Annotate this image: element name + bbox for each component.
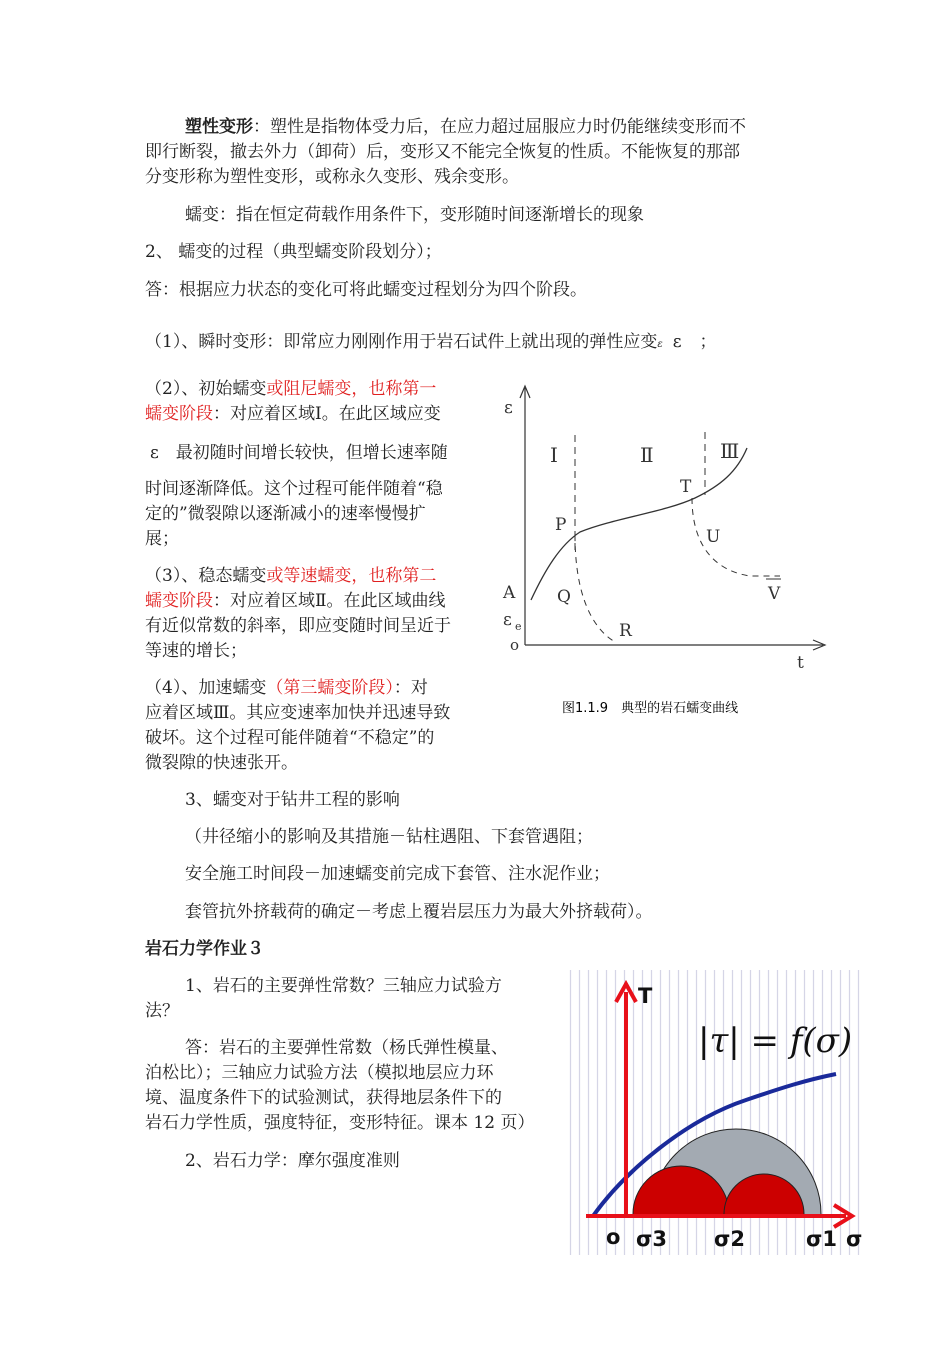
section-title: 岩石力学作业３ [145, 939, 264, 959]
creep-curve-figure [495, 380, 835, 725]
stage-2-line-2: 蠕变阶段：对应着区域Ⅰ。在此区域应变 [145, 404, 441, 424]
stage-4-line-2: 应着区域Ⅲ。其应变速率加快并迅速导致 [145, 703, 451, 723]
region-1-label: Ⅰ [550, 443, 558, 467]
stage-3-line-1: （3）、稳态蠕变或等速蠕变，也称第二 [145, 566, 437, 586]
point-a-label: A [503, 583, 516, 603]
mohr-formula: |τ| = f(σ) [698, 1021, 853, 1061]
hw3-a1-line-4: 岩石力学性质，强度特征，变形特征。课本 12 页） [145, 1113, 535, 1133]
question-3: 3、蠕变对于钻井工程的影响 [185, 790, 400, 810]
region-3-label: Ⅲ [720, 439, 740, 463]
q3-line-1: （井径缩小的影响及其措施－钻柱遇阻、下套管遇阻； [185, 827, 593, 847]
stage-4-line-1: （4）、加速蠕变（第三蠕变阶段）：对 [145, 678, 428, 698]
plastic-line-1: 塑性变形：塑性是指物体受力后，在应力超过屈服应力时仍能继续变形而不 [185, 117, 746, 137]
point-p-label: P [555, 515, 567, 535]
plastic-line-3: 分变形称为塑性变形，或称永久变形、残余变形。 [145, 167, 519, 187]
point-t-label: T [680, 477, 692, 497]
stage-2-line-6: 展； [145, 529, 179, 549]
epsilon-e-label: ε [503, 610, 512, 630]
hw3-a1-line-3: 境、温度条件下的试验测试，获得地层条件下的 [145, 1088, 502, 1108]
hw3-q2: 2、岩石力学：摩尔强度准则 [185, 1151, 400, 1171]
stage-3-line-4: 等速的增长； [145, 641, 247, 661]
stage-2-line-1: （2）、初始蠕变或阻尼蠕变，也称第一 [145, 379, 437, 399]
stage-1: （1）、瞬时变形：即常应力刚刚作用于岩石试件上就出现的弹性应变ε ε ； [145, 332, 717, 352]
sigma1-label: σ1 [806, 1227, 837, 1251]
question-2: 2、 蠕变的过程（典型蠕变阶段划分）； [145, 242, 442, 262]
epsilon-e-subscript: e [515, 620, 522, 633]
sigma2-label: σ2 [714, 1227, 745, 1251]
answer-2: 答：根据应力状态的变化可将此蠕变过程划分为四个阶段。 [145, 280, 587, 300]
stage-2-line-5: 定的”微裂隙以逐渐减小的速率慢慢扩 [145, 504, 426, 524]
creep-x-axis-label: t [797, 653, 804, 673]
stage-2-line-3: ε 最初随时间增长较快，但增长速率随 [150, 443, 448, 463]
point-q-label: Q [557, 587, 571, 607]
stage-2-line-4: 时间逐渐降低。这个过程可能伴随着“稳 [145, 479, 443, 499]
tau-axis-label: T [638, 984, 653, 1008]
stage-4-line-4: 微裂隙的快速张开。 [145, 753, 298, 773]
plastic-term: 塑性变形 [185, 117, 253, 137]
sigma-axis-label: σ [846, 1227, 863, 1251]
creep-figure-caption: 图1.1.9 典型的岩石蠕变曲线 [562, 701, 739, 716]
hw3-a1-line-1: 答：岩石的主要弹性常数（杨氏弹性模量、 [185, 1038, 508, 1058]
mohr-figure [566, 970, 866, 1255]
hw3-a1-line-2: 泊松比）；三轴应力试验方法（模拟地层应力环 [145, 1063, 494, 1083]
point-u-label: U [706, 527, 721, 547]
creep-definition: 蠕变：指在恒定荷载作用条件下，变形随时间逐渐增长的现象 [185, 205, 644, 225]
q3-line-3: 套管抗外挤载荷的确定－考虑上覆岩层压力为最大外挤载荷）。 [185, 902, 653, 922]
stage-3-line-2: 蠕变阶段：对应着区域Ⅱ。在此区域曲线 [145, 591, 446, 611]
hw3-q1-line-1: 1、岩石的主要弹性常数？三轴应力试验方 [185, 976, 502, 996]
hw3-q1-line-2: 法？ [145, 1001, 179, 1021]
point-v-label: V [768, 584, 781, 604]
region-2-label: Ⅱ [640, 443, 654, 467]
point-r-label: R [619, 621, 632, 641]
creep-origin-label: o [510, 636, 520, 654]
creep-y-axis-label: ε [504, 398, 513, 418]
mohr-origin-label: o [606, 1225, 621, 1249]
stage-4-line-3: 破坏。这个过程可能伴随着“不稳定”的 [145, 728, 435, 748]
q3-line-2: 安全施工时间段－加速蠕变前完成下套管、注水泥作业； [185, 864, 610, 884]
sigma3-label: σ3 [636, 1227, 667, 1251]
plastic-line-2: 即行断裂，撤去外力（卸荷）后，变形又不能完全恢复的性质。不能恢复的那部 [145, 142, 740, 162]
stage-3-line-3: 有近似常数的斜率，即应变随时间呈近于 [145, 616, 451, 636]
